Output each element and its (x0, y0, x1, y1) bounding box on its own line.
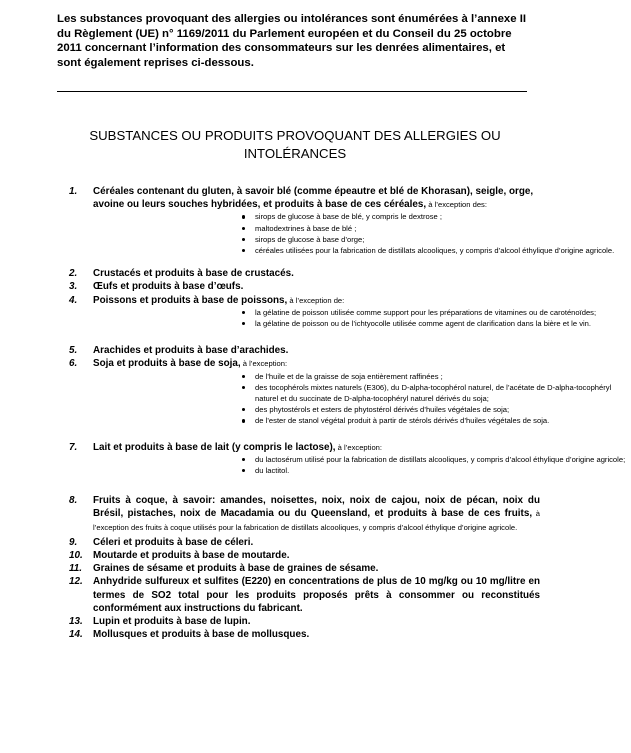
intro-paragraph: Les substances provoquant des allergies ou intolérances sont énumérées à l’annexe II du Règlement (UE) n° 1169/2011 du Parlement européen et du Conseil du 25 octobre 2011 concernant l’information des consommateurs sur les denrées alimentaires, et sont également reprises ci-dessous. (57, 13, 527, 69)
item-number: 1. (69, 186, 78, 197)
item-text: Soja et produits à base de soja, (93, 358, 241, 370)
allergen-item-11 (0, 562, 540, 575)
item-number: 4. (69, 294, 78, 306)
allergen-item-6 (0, 357, 612, 426)
item-number: 13. (69, 616, 83, 628)
sub-item-text: maltodextrines à base de blé ; (255, 223, 357, 233)
item-text: Anhydride sulfureux et sulfites (E220) en concentrations de plus de 10 mg/kg ou 10 mg/litre en termes de SO2 total pour les produits proposés prêts à consommer ou reconstitués conformément aux instructions du fabricant. (93, 576, 540, 614)
sub-item-text: de l’huile et de la graisse de soja entièrement raffinées ; (255, 371, 443, 381)
item-text: Mollusques et produits à base de mollusques. (93, 629, 310, 641)
item-text: Fruits à coque, à savoir: amandes, noisettes, noix, noix de cajou, noix de pécan, noix du Brésil, pistaches, noix de Macadamia ou du Queensland, et produits à base de ces fruits, (93, 495, 540, 520)
allergen-item-10 (0, 549, 540, 562)
sub-item-text: sirops de glucose à base d’orge; (255, 234, 365, 244)
sub-item-text: sirops de glucose à base de blé, y compris le dextrose ; (255, 212, 442, 222)
item-number: 10. (69, 550, 83, 562)
item-exception-text: à l’exception: (240, 359, 288, 369)
allergen-item-2 (0, 267, 540, 280)
sub-item (93, 318, 631, 329)
bullet-icon (242, 386, 245, 389)
sub-list (93, 454, 626, 476)
item-number: 14. (69, 629, 83, 641)
allergen-item-14 (0, 628, 540, 641)
item-text: Lait et produits à base de lait (y compris le lactose), (93, 441, 336, 453)
bullet-icon (242, 375, 245, 378)
sub-list (93, 211, 615, 256)
sub-item (93, 371, 631, 382)
item-number: 2. (69, 268, 78, 280)
sub-list (93, 371, 612, 427)
allergen-list (0, 185, 626, 642)
item-exception-text: à l’exception de: (287, 295, 345, 305)
allergen-item-7 (0, 441, 626, 477)
allergen-item-3 (0, 280, 540, 293)
bullet-icon (242, 227, 245, 230)
item-exception-text: à l’exception des fruits à coque utilisés pour la fabrication de distillats alcooliques, y compris d’alcool éthylique d’origine agricole. (93, 509, 540, 532)
allergen-item-12 (0, 575, 540, 615)
sub-item (93, 454, 631, 465)
bullet-icon (242, 238, 245, 241)
sub-item (93, 404, 631, 415)
item-number: 6. (69, 358, 78, 370)
item-text: Arachides et produits à base d’arachides. (93, 345, 289, 357)
sub-item (93, 415, 631, 426)
sub-item-text: des phytostérols et esters de phytostérol dérivés d’huiles végétales de soja; (255, 405, 510, 415)
item-text: Céleri et produits à base de céleri. (93, 536, 254, 548)
allergen-item-1 (0, 185, 615, 256)
divider-line (57, 91, 527, 92)
sub-item (93, 382, 631, 404)
item-text: Graines de sésame et produits à base de graines de sésame. (93, 563, 379, 575)
item-number: 9. (69, 536, 78, 548)
bullet-icon (242, 215, 245, 218)
page-title: SUBSTANCES OU PRODUITS PROVOQUANT DES ALLERGIES OU INTOLÉRANCES (89, 128, 501, 161)
item-number: 8. (69, 495, 78, 507)
sub-item-text: du lactitol. (255, 466, 290, 476)
item-number: 7. (69, 441, 78, 453)
item-text: Moutarde et produits à base de moutarde. (93, 550, 290, 562)
item-text: Poissons et produits à base de poissons, (93, 294, 288, 306)
allergen-item-5 (0, 344, 540, 357)
bullet-icon (242, 311, 245, 314)
sub-item (93, 223, 631, 234)
sub-item-text: céréales utilisées pour la fabrication de distillats alcooliques, y compris d’alcool éthylique d’origine agricole. (255, 246, 615, 256)
sub-item (93, 234, 631, 245)
sub-item (93, 211, 631, 222)
sub-list (93, 307, 597, 329)
bullet-icon (242, 322, 245, 325)
bullet-icon (242, 458, 245, 461)
sub-item (93, 465, 631, 476)
allergen-item-8 (0, 494, 540, 534)
item-text: Œufs et produits à base d’œufs. (93, 281, 244, 293)
sub-item-text: de l’ester de stanol végétal produit à partir de stérols dérivés d’huiles végétales de soja. (255, 416, 550, 426)
sub-item (93, 245, 631, 256)
allergen-item-9 (0, 536, 540, 549)
sub-item (93, 307, 631, 318)
item-text: Céréales contenant du gluten, à savoir blé (comme épeautre et blé de Khorasan), seigle, orge, avoine ou leurs souches hybridées, et produits à base de ces céréales, (93, 186, 534, 211)
bullet-icon (242, 408, 245, 411)
item-exception-text: à l’exception: (335, 442, 382, 452)
sub-item-text: des tocophérols mixtes naturels (E306), du D-alpha-tocophérol naturel, de l’acétate de D-alpha-tocophéryl naturel et du succinate de D-alpha-tocophéryl naturel dérivés du soja; (255, 382, 612, 404)
bullet-icon (242, 419, 245, 422)
bullet-icon (242, 249, 245, 252)
item-number: 3. (69, 281, 78, 293)
item-number: 12. (69, 576, 83, 588)
sub-item-text: la gélatine de poisson utilisée comme support pour les préparations de vitamines ou de caroténoïdes; (255, 307, 597, 317)
allergen-item-13 (0, 615, 540, 628)
item-text: Crustacés et produits à base de crustacés. (93, 268, 294, 280)
sub-item-text: du lactosérum utilisé pour la fabrication de distillats alcooliques, y compris d’alcool éthylique d’origine agricole; (255, 454, 626, 464)
allergen-item-4 (0, 294, 597, 330)
item-number: 11. (69, 563, 82, 575)
item-exception-text: à l’exception des: (426, 200, 487, 210)
bullet-icon (242, 469, 245, 472)
item-text: Lupin et produits à base de lupin. (93, 616, 251, 628)
item-number: 5. (69, 345, 78, 357)
sub-item-text: la gélatine de poisson ou de l’ichtyocolle utilisée comme agent de clarification dans la bière et le vin. (255, 319, 592, 329)
